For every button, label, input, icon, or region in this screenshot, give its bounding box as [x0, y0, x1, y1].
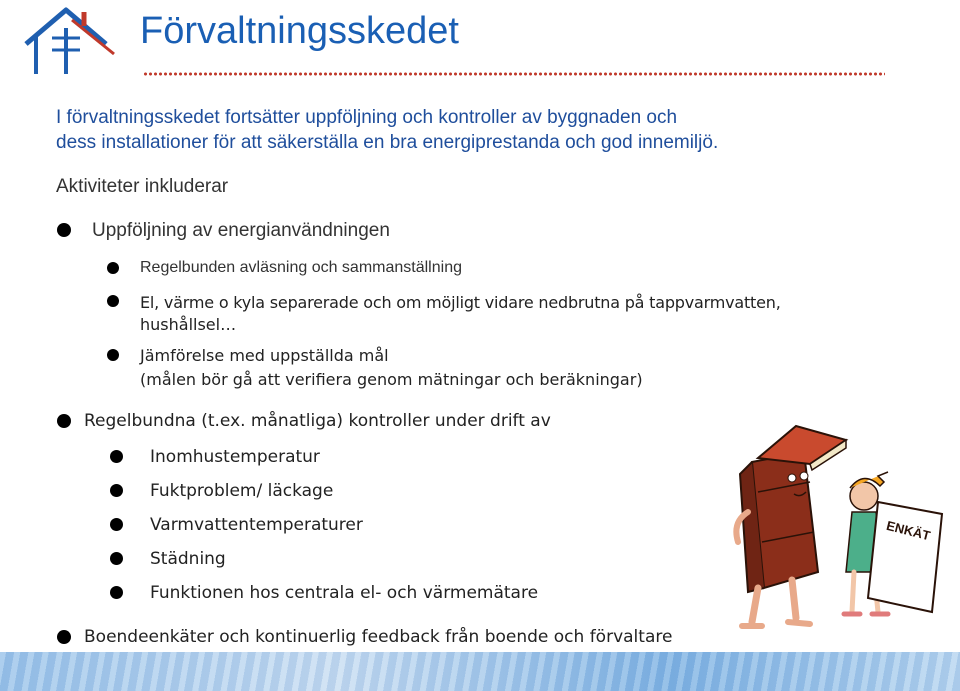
footer-decorative-band [0, 652, 960, 691]
checks-item: Städning [150, 549, 226, 569]
checks-item: Fuktproblem/ läckage [150, 481, 334, 501]
energy-item-separate-line-1: El, värme o kyla separerade och om möjligt vidare nedbrutna på tappvarmvatten, [140, 293, 781, 312]
bullet-icon [110, 450, 123, 463]
bullet-icon [107, 262, 119, 274]
checks-section-label: Regelbundna (t.ex. månatliga) kontroller under drift av [84, 411, 551, 431]
energy-item-separate-line-2: hushållsel… [140, 315, 237, 334]
energy-item-compare-line-1: Jämförelse med uppställda mål [140, 346, 389, 365]
bullet-icon [110, 484, 123, 497]
bullet-icon [107, 295, 119, 307]
house-logo-icon [22, 4, 118, 78]
bullet-icon [110, 586, 123, 599]
surveys-section-label: Boendeenkäter och kontinuerlig feedback från boende och förvaltare [84, 627, 673, 647]
checks-item: Varmvattentemperaturer [150, 515, 363, 535]
survey-sign-text: ENKÄT [884, 517, 932, 544]
intro-line-1: I förvaltningsskedet fortsätter uppföljning och kontroller av byggnaden och [56, 107, 678, 128]
bullet-icon [107, 349, 119, 361]
bullet-icon [57, 223, 71, 237]
bullet-icon [110, 518, 123, 531]
intro-paragraph [56, 105, 876, 155]
checks-item: Inomhustemperatur [150, 447, 320, 467]
page-title: Förvaltningsskedet [140, 10, 459, 52]
title-dotted-divider [143, 72, 885, 76]
activities-heading: Aktiviteter inkluderar [56, 176, 229, 197]
checks-item: Funktionen hos centrala el- och värmemätare [150, 583, 539, 603]
energy-item-reading: Regelbunden avläsning och sammanställning [140, 259, 462, 276]
bullet-icon [57, 414, 71, 428]
bullet-icon [57, 630, 71, 644]
bullet-icon [110, 552, 123, 565]
energy-section-label: Uppföljning av energianvändningen [92, 220, 390, 241]
intro-line-2: dess installationer för att säkerställa en bra energiprestanda och god innemiljö. [56, 132, 719, 153]
survey-cartoon-illustration [718, 422, 946, 652]
energy-item-compare-line-2: (målen bör gå att verifiera genom mätningar och beräkningar) [140, 370, 643, 389]
